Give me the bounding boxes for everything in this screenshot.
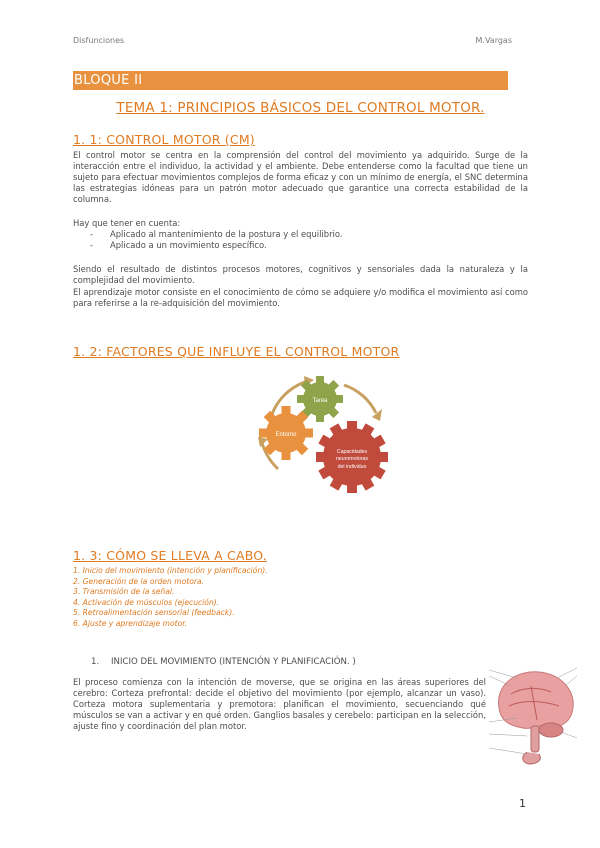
bullet-item: - Aplicado a un movimiento específico. bbox=[90, 240, 267, 250]
header-left: Disfunciones bbox=[73, 36, 125, 45]
bloque-banner: BLOQUE II bbox=[73, 71, 508, 90]
section-1-paragraph-4: El aprendizaje motor consiste en el conocimiento de cómo se adquiere y/o modifica el movimiento así como para referirse a la re-adquisición del movimiento. bbox=[73, 287, 528, 308]
step-item: 4. Activación de músculos (ejecución). bbox=[73, 597, 220, 607]
section-1-paragraph-1: El control motor se centra en la comprensión del control del movimiento ya adquirido. Surge de la interacción entre el individuo, la actividad y el ambiente. Debe entenderse como la facultad que tiene un sujeto para efectuar movimientos complejos de forma eficaz y con un mínimo de energía, el SNC determina las estrategias idóneas para un patrón motor adecuado que garantice una correcta estabilidad de la columna. bbox=[73, 150, 528, 204]
gear-entorno-label: Entorno bbox=[275, 432, 297, 438]
control-motor-gears-diagram bbox=[248, 373, 400, 495]
page-number: 1 bbox=[519, 797, 526, 810]
step-item: 5. Retroalimentación sensorial (feedback). bbox=[73, 608, 235, 618]
arrow-arc-right bbox=[344, 385, 376, 413]
gear-capacidades-label-3: del individuo bbox=[337, 464, 367, 470]
step-item: 6. Ajuste y aprendizaje motor. bbox=[73, 618, 188, 628]
section-3-steps bbox=[73, 566, 268, 630]
gear-entorno bbox=[259, 406, 313, 460]
section-2-title: 1. 2: FACTORES QUE INFLUYE EL CONTROL MOTOR bbox=[73, 344, 400, 359]
section-3-paragraph-1: El proceso comienza con la intención de moverse, que se origina en las áreas superiores del cerebro: Corteza prefrontal: decide el objetivo del movimiento (por ejemplo, alcanzar un vaso). Corteza motora suplementaria y premotora: planifican el movimiento, secuenciando qué músculos se van a activar y en qué orden. Ganglios basales y cerebelo: participan en la selección, ajuste fino y coordinación del plan motor. bbox=[73, 677, 486, 731]
gear-tarea-label: Tarea bbox=[312, 398, 328, 404]
section-1-paragraph-3: Siendo el resultado de distintos procesos motores, cognitivos y sensoriales dada la naturaleza y la complejidad del movimiento. bbox=[73, 264, 528, 285]
brain-cortex-shape bbox=[499, 672, 574, 729]
subsection-1-title bbox=[91, 657, 356, 667]
section-3-title: 1. 3: CÓMO SE LLEVA A CABO. bbox=[73, 548, 267, 563]
gear-capacidades-label-1: Capacidades bbox=[336, 449, 368, 455]
cerebellum-shape bbox=[539, 723, 563, 737]
brain-illustration bbox=[487, 664, 579, 766]
step-item: 2. Generación de la orden motora. bbox=[73, 576, 205, 586]
gear-capacidades-label-2: neuromotoras bbox=[335, 456, 369, 462]
step-item: 3. Transmisión de la señal. bbox=[73, 587, 175, 597]
tema-title: TEMA 1: PRINCIPIOS BÁSICOS DEL CONTROL MOTOR. bbox=[116, 100, 485, 116]
section-1-paragraph-2: Hay que tener en cuenta: bbox=[73, 218, 181, 228]
gear-capacidades bbox=[316, 421, 388, 493]
header-right: M.Vargas bbox=[475, 36, 512, 45]
section-1-bullets bbox=[90, 229, 342, 251]
section-1-title: 1. 1: CONTROL MOTOR (CM) bbox=[73, 132, 255, 147]
step-item: 1. Inicio del movimiento (intención y planificación). bbox=[73, 566, 268, 575]
bullet-item: - Aplicado al mantenimiento de la postura y el equilibrio. bbox=[90, 229, 343, 239]
subsection-1-number: 1. bbox=[91, 657, 100, 667]
brainstem-shape bbox=[531, 726, 539, 752]
subsection-1-label: INICIO DEL MOVIMIENTO (INTENCIÓN Y PLANIFICACIÓN. ) bbox=[111, 657, 356, 667]
